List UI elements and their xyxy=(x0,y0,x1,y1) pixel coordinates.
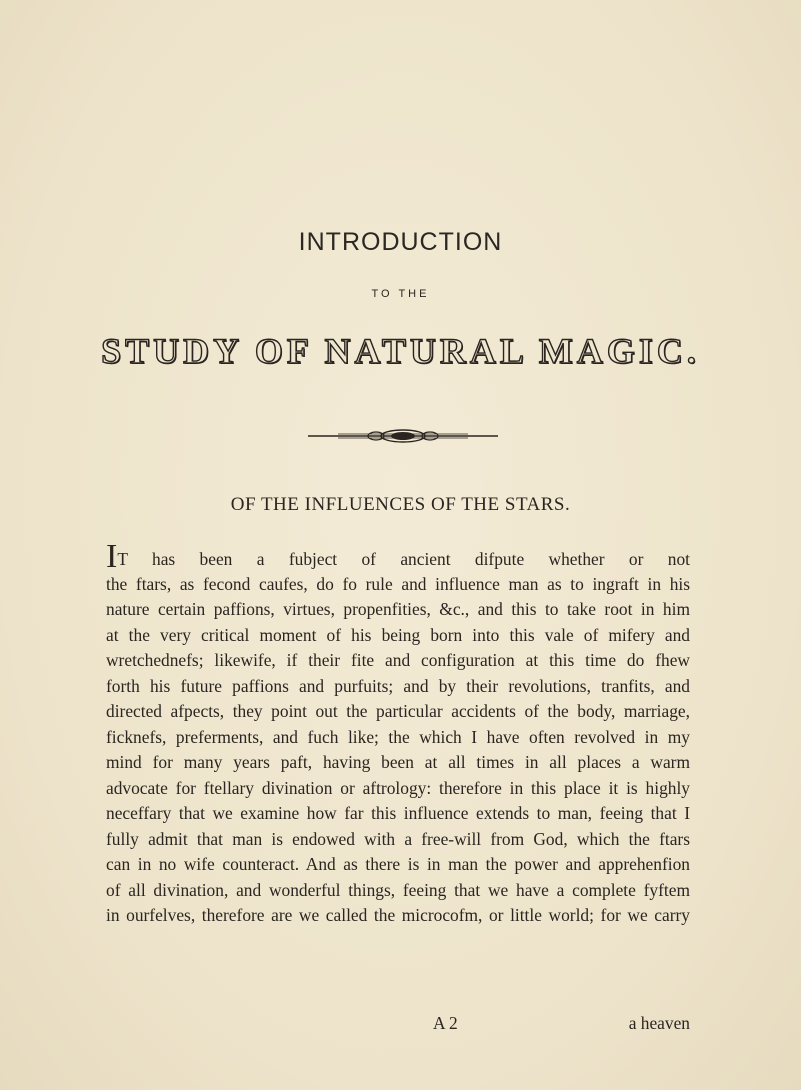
text-line: directed afpects, they point out the particular accidents of the body, marriage, xyxy=(106,701,690,721)
page-title: INTRODUCTION xyxy=(298,228,503,256)
text-line: IT has been a fubject of ancient difpute whether or not xyxy=(106,538,690,575)
text-line: advocate for ftellary divination or aftrology: therefore in this place it is highly xyxy=(106,777,690,798)
decorative-rule-ornament-icon xyxy=(308,428,498,444)
drop-cap: I xyxy=(106,538,118,575)
title-connector: TO THE xyxy=(371,288,430,300)
text-line: mind for many years paft, having been at all times in all places a warm xyxy=(106,752,690,772)
text-line: ficknefs, preferments, and fuch like; the which I have often revolved in my xyxy=(106,726,690,747)
text-line: wretchednefs; likewife, if their fite and configuration at this time do fhew xyxy=(106,650,690,670)
text-line: in ourfelves, therefore are we called the microcofm, or little world; for we carry xyxy=(106,905,690,925)
text-line: of all divination, and wonderful things, feeing that we have a complete fyftem xyxy=(106,879,690,900)
section-heading: OF THE INFLUENCES OF THE STARS. xyxy=(230,494,571,515)
page-footer xyxy=(106,1013,690,1037)
page-subtitle: STUDY OF NATURAL MAGIC. xyxy=(101,331,700,371)
text-line: nature certain paffions, virtues, propenfities, &c., and this to take root in him xyxy=(106,599,690,619)
body-paragraph xyxy=(106,538,690,929)
signature-mark: A 2 xyxy=(433,1013,458,1033)
text-line: neceffary that we examine how far this influence extends to man, feeing that I xyxy=(106,803,690,823)
text-line: fully admit that man is endowed with a free-will from God, which the ftars xyxy=(106,828,690,849)
text-line: at the very critical moment of his being born into this vale of mifery and xyxy=(106,624,690,645)
text-line: forth his future paffions and purfuits; and by their revolutions, tranfits, and xyxy=(106,675,690,696)
text-line: the ftars, as fecond caufes, do fo rule and influence man as to ingraft in his xyxy=(106,573,690,594)
catchword: a heaven xyxy=(628,1013,690,1033)
text-line: can in no wife counteract. And as there is in man the power and apprehenfion xyxy=(106,854,690,874)
